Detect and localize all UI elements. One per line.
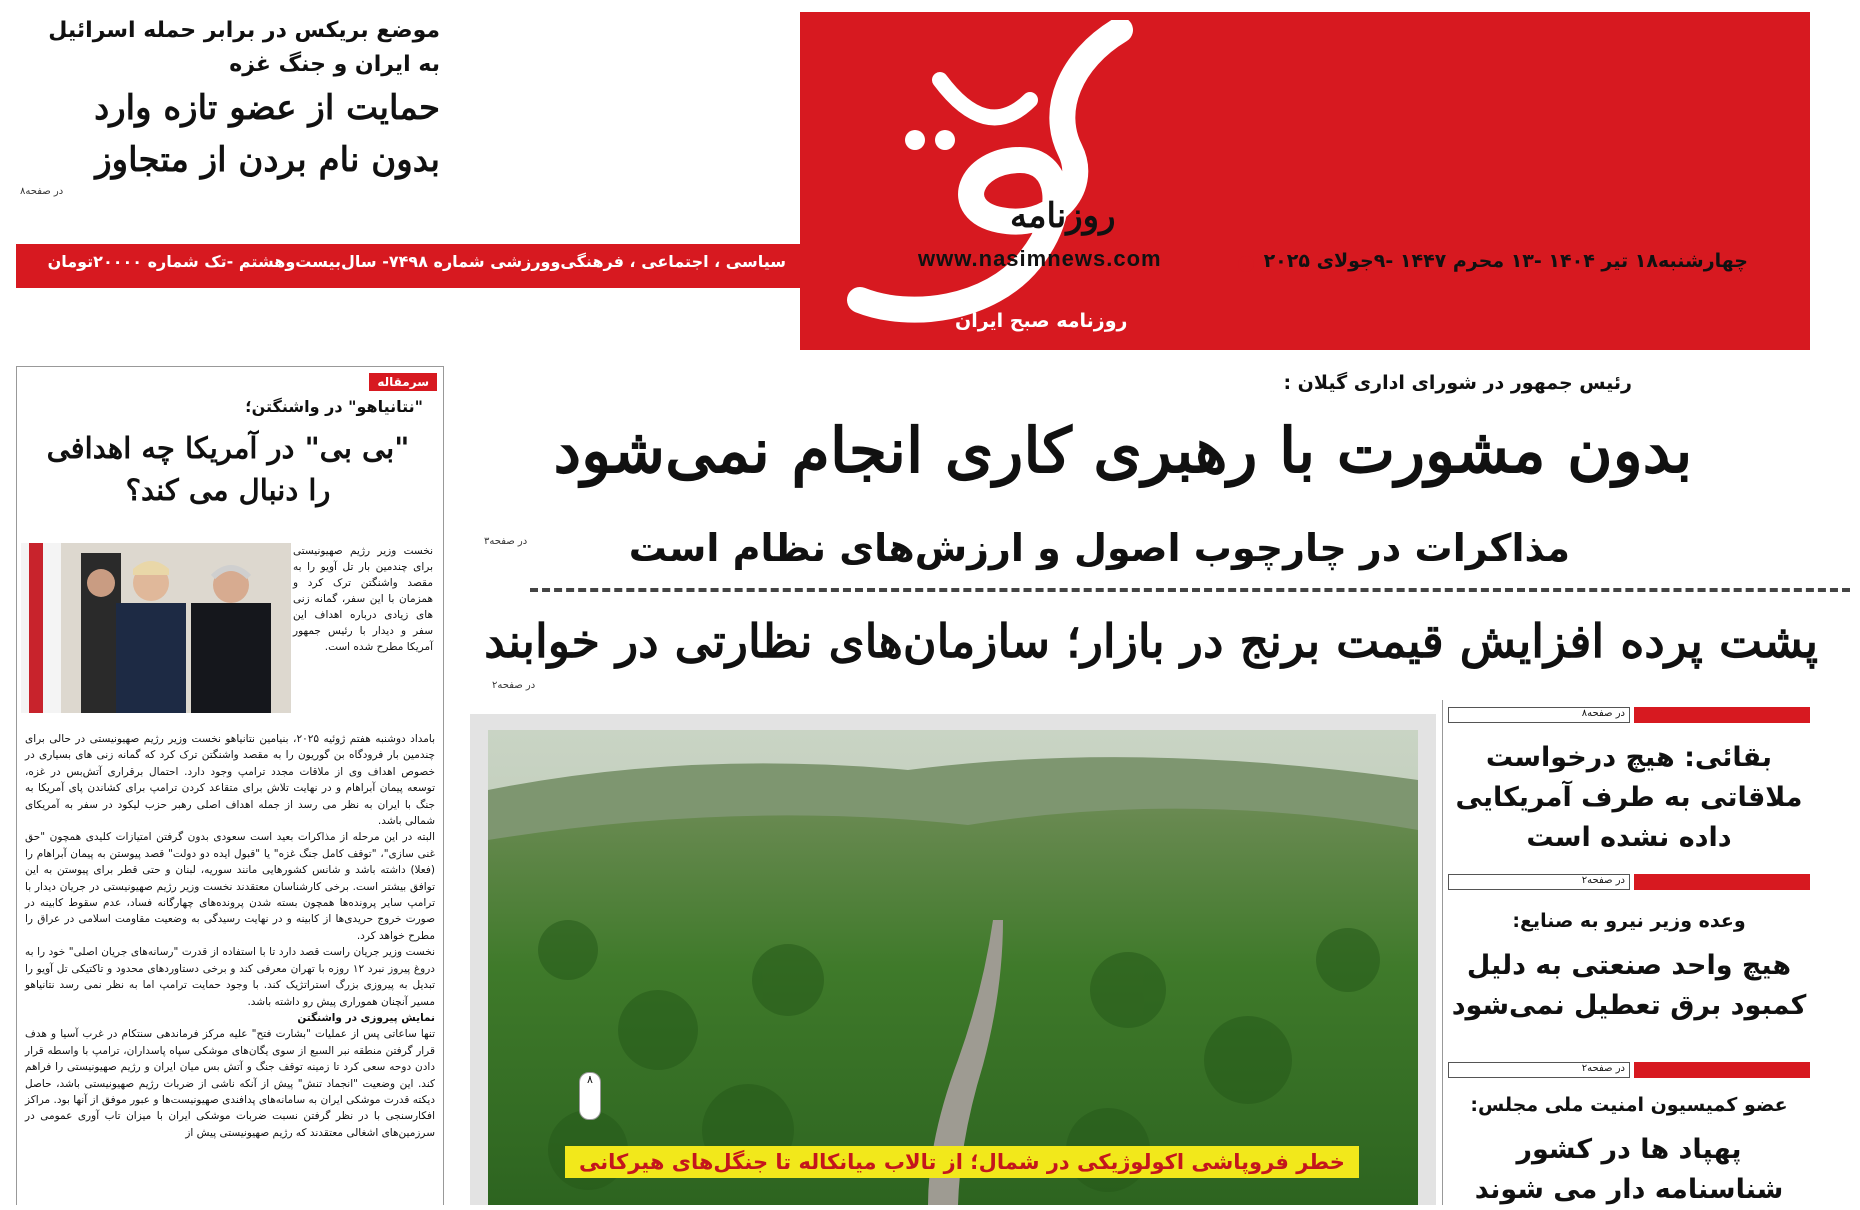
- editorial-kicker: "نتانیاهو" در واشنگتن؛: [245, 397, 423, 416]
- rice-headline[interactable]: پشت پرده افزایش قیمت برنج در بازار؛ سازمان‌های نظارتی در خوابند: [484, 614, 1818, 668]
- editorial-body: [25, 731, 435, 1141]
- main-kicker: رئیس جمهور در شورای اداری گیلان :: [1283, 372, 1632, 394]
- teaser-headline: حمایت از عضو تازه وارد: [94, 88, 440, 128]
- teaser-block[interactable]: [20, 14, 440, 197]
- news-red-bar: [1634, 874, 1810, 890]
- page-number-badge: ۸: [579, 1072, 601, 1120]
- editorial-intro: نخست وزیر رژیم صهیونیستی برای چندمین بار تل آویو را به مقصد واشنگتن ترک کرد و همزمان با این سفر، گمانه زنی های زیادی درباره اهداف این سفر و دیدار با رئیس جمهور آمریکا مطرح شده است.: [293, 545, 433, 653]
- website-url[interactable]: www.nasimnews.com: [918, 246, 1162, 271]
- teaser-kicker: به ایران و جنگ غزه: [229, 52, 440, 77]
- teaser-kicker: موضع بریکس در برابر حمله اسرائیل: [48, 18, 440, 43]
- editorial-badge: سرمقاله: [369, 373, 437, 391]
- issue-meta: سیاسی ، اجتماعی ، فرهنگی‌وورزشی شماره ۷۴۹۸- سال‌بیست‌وهشتم -تک شماره ۲۰۰۰۰تومان: [47, 252, 786, 271]
- news-page-ref: در صفحه۲: [1448, 874, 1630, 890]
- news-bar: [1448, 707, 1810, 725]
- news-item[interactable]: پهپاد ها در کشور شناسنامه دار می شوند: [1474, 1134, 1784, 1205]
- tagline: روزنامه صبح ایران: [955, 310, 1128, 332]
- editorial-paragraph: نخست وزیر جریان راست قصد دارد تا با استفاده از قدرت "رسانه‌های جریان اصلی" خود را به دروغ پیروز نبرد ۱۲ روزه با تهران معرفی کند و برخی دستاوردهای محدود و تاکتیکی تل آویو را تبدیل به پیروزی بزرگ استراتژیک کند. با وجود حمایت ترامپ اما به نظر نمی رسد نتانیاهو مسیر آنچنان هموراری پیش رو داشته باشد.: [25, 946, 435, 1008]
- photo-caption[interactable]: خطر فروپاشی اکولوژیکی در شمال؛ از تالاب میانکاله تا جنگل‌های هیرکانی: [565, 1146, 1359, 1178]
- forest-photo[interactable]: [488, 730, 1418, 1205]
- editorial-paragraph: البته در این مرحله از مذاکرات بعید است سعودی بدون گرفتن امتیازات کلیدی همچون "حق غنی سازی"، "توقف کامل جنگ غزه" یا "قبول ایده دو دولت" قصد پیوستن به پیمان آبراهام را (فعلا) داشته باشد و شانس کشورهایی مانند سوریه، لبنان و حتی قطر برای پیوستن به این توافق بیشتر است. برخی کارشناسان معتقدند نخست وزیر رژیم صهیونیستی در جریان دیدار با ترامپ سایر پرونده‌ها همچون بسته شدن پرونده‌های چهارگانه فساد، عدم سقوط کابینه در صورت خروج حریدی‌ها از کابینه و در نهایت رسیدگی به وضعیت مقاومت اسلامی در عراق را مطرح خواهد کرد.: [25, 831, 435, 942]
- dashed-divider: [530, 588, 1850, 592]
- teaser-headline: بدون نام بردن از متجاوز: [95, 140, 440, 180]
- newspaper-logo: [820, 20, 1150, 340]
- news-page-ref: در صفحه۲: [1448, 1062, 1630, 1078]
- rice-page-ref: در صفحه۲: [492, 680, 536, 691]
- news-red-bar: [1634, 1062, 1810, 1078]
- editorial-title[interactable]: "بی بی" در آمریکا چه اهدافی را دنبال می کند؟: [46, 431, 410, 507]
- editorial-photo: [21, 543, 291, 713]
- news-item[interactable]: بقائی: هیچ درخواست ملاقاتی به طرف آمریکایی داده نشده است: [1455, 742, 1803, 853]
- column-divider: [1442, 700, 1443, 1205]
- news-page-ref: در صفحه۸: [1448, 707, 1630, 723]
- news-bar: [1448, 874, 1810, 892]
- teaser-page-ref: در صفحه۸: [20, 186, 64, 197]
- editorial-paragraph: بامداد دوشنبه هفتم ژوئیه ۲۰۲۵، بنیامین نتانیاهو نخست وزیر رژیم صهیونیستی در حالی برای چندمین بار فرودگاه بن گوریون را به مقصد واشنگتن ترک کرد که گمانه زنی های بسیاری در خصوص اهداف وی از ملاقات مجدد ترامپ وجود دارد. احتمال برقراری آتش‌بس در غزه، توسعه پیمان آبراهام و در نهایت تلاش برای متقاعد کردن ترامپ برای کشاندن پای آمریکا به جنگ با ایران به نظر می رسد از جمله اهداف اصلی رهبر حزب لیکود در سفر به آمریکای شمالی باشد.: [25, 733, 436, 828]
- news-kicker: وعده وزیر نیرو به صنایع:: [1512, 910, 1746, 932]
- main-page-ref: در صفحه۳: [484, 536, 528, 547]
- news-item[interactable]: هیچ واحد صنعتی به دلیل کمبود برق تعطیل نمی‌شود: [1451, 950, 1807, 1021]
- news-kicker: عضو کمیسیون امنیت ملی مجلس:: [1470, 1094, 1788, 1116]
- main-headline[interactable]: بدون مشورت با رهبری کاری انجام نمی‌شود: [553, 414, 1693, 487]
- editorial-subhead: نمایش پیروزی در واشنگتن: [297, 1011, 435, 1024]
- editorial-column: [16, 366, 444, 1205]
- main-subheadline: مذاکرات در چارچوب اصول و ارزش‌های نظام است: [628, 526, 1570, 570]
- issue-date: چهارشنبه۱۸ تیر ۱۴۰۴ -۱۳ محرم ۱۴۴۷ -۹جولای ۲۰۲۵: [1263, 250, 1748, 272]
- news-red-bar: [1634, 707, 1810, 723]
- editorial-paragraph: تنها ساعاتی پس از عملیات "بشارت فتح" علیه مرکز فرماندهی سنتکام در غرب آسیا و هدف قرار گرفتن منطقه نبر السبع از سوی یگان‌های موشکی سپاه پاسداران، ترامپ با واسطه قرار دادن دوحه سعی کرد تا زمینه توقف جنگ و آتش بس میان ایران و رژیم صهیونیستی را فراهم کند. این وضعیت "انجماد تنش" پیش از آنکه ناشی از ضربات رژیم صهیونیستی باشد، حاصل دیکته قدرت موشکی ایران به سامانه‌های پدافندی صهیونیست‌ها و عبور موفق از آنها بود. مراکز افکارسنجی با در نظر گرفتن نسبت ضربات موشکی ایران با میزان تاب آوری عمومی در سرزمین‌های اشغالی معتقدند که رژیم صهیونیستی پیش از: [25, 1028, 435, 1139]
- bullet-dot: [1238, 256, 1254, 272]
- logo-wordmark: روزنامه: [1010, 196, 1116, 236]
- news-bar: [1448, 1062, 1810, 1080]
